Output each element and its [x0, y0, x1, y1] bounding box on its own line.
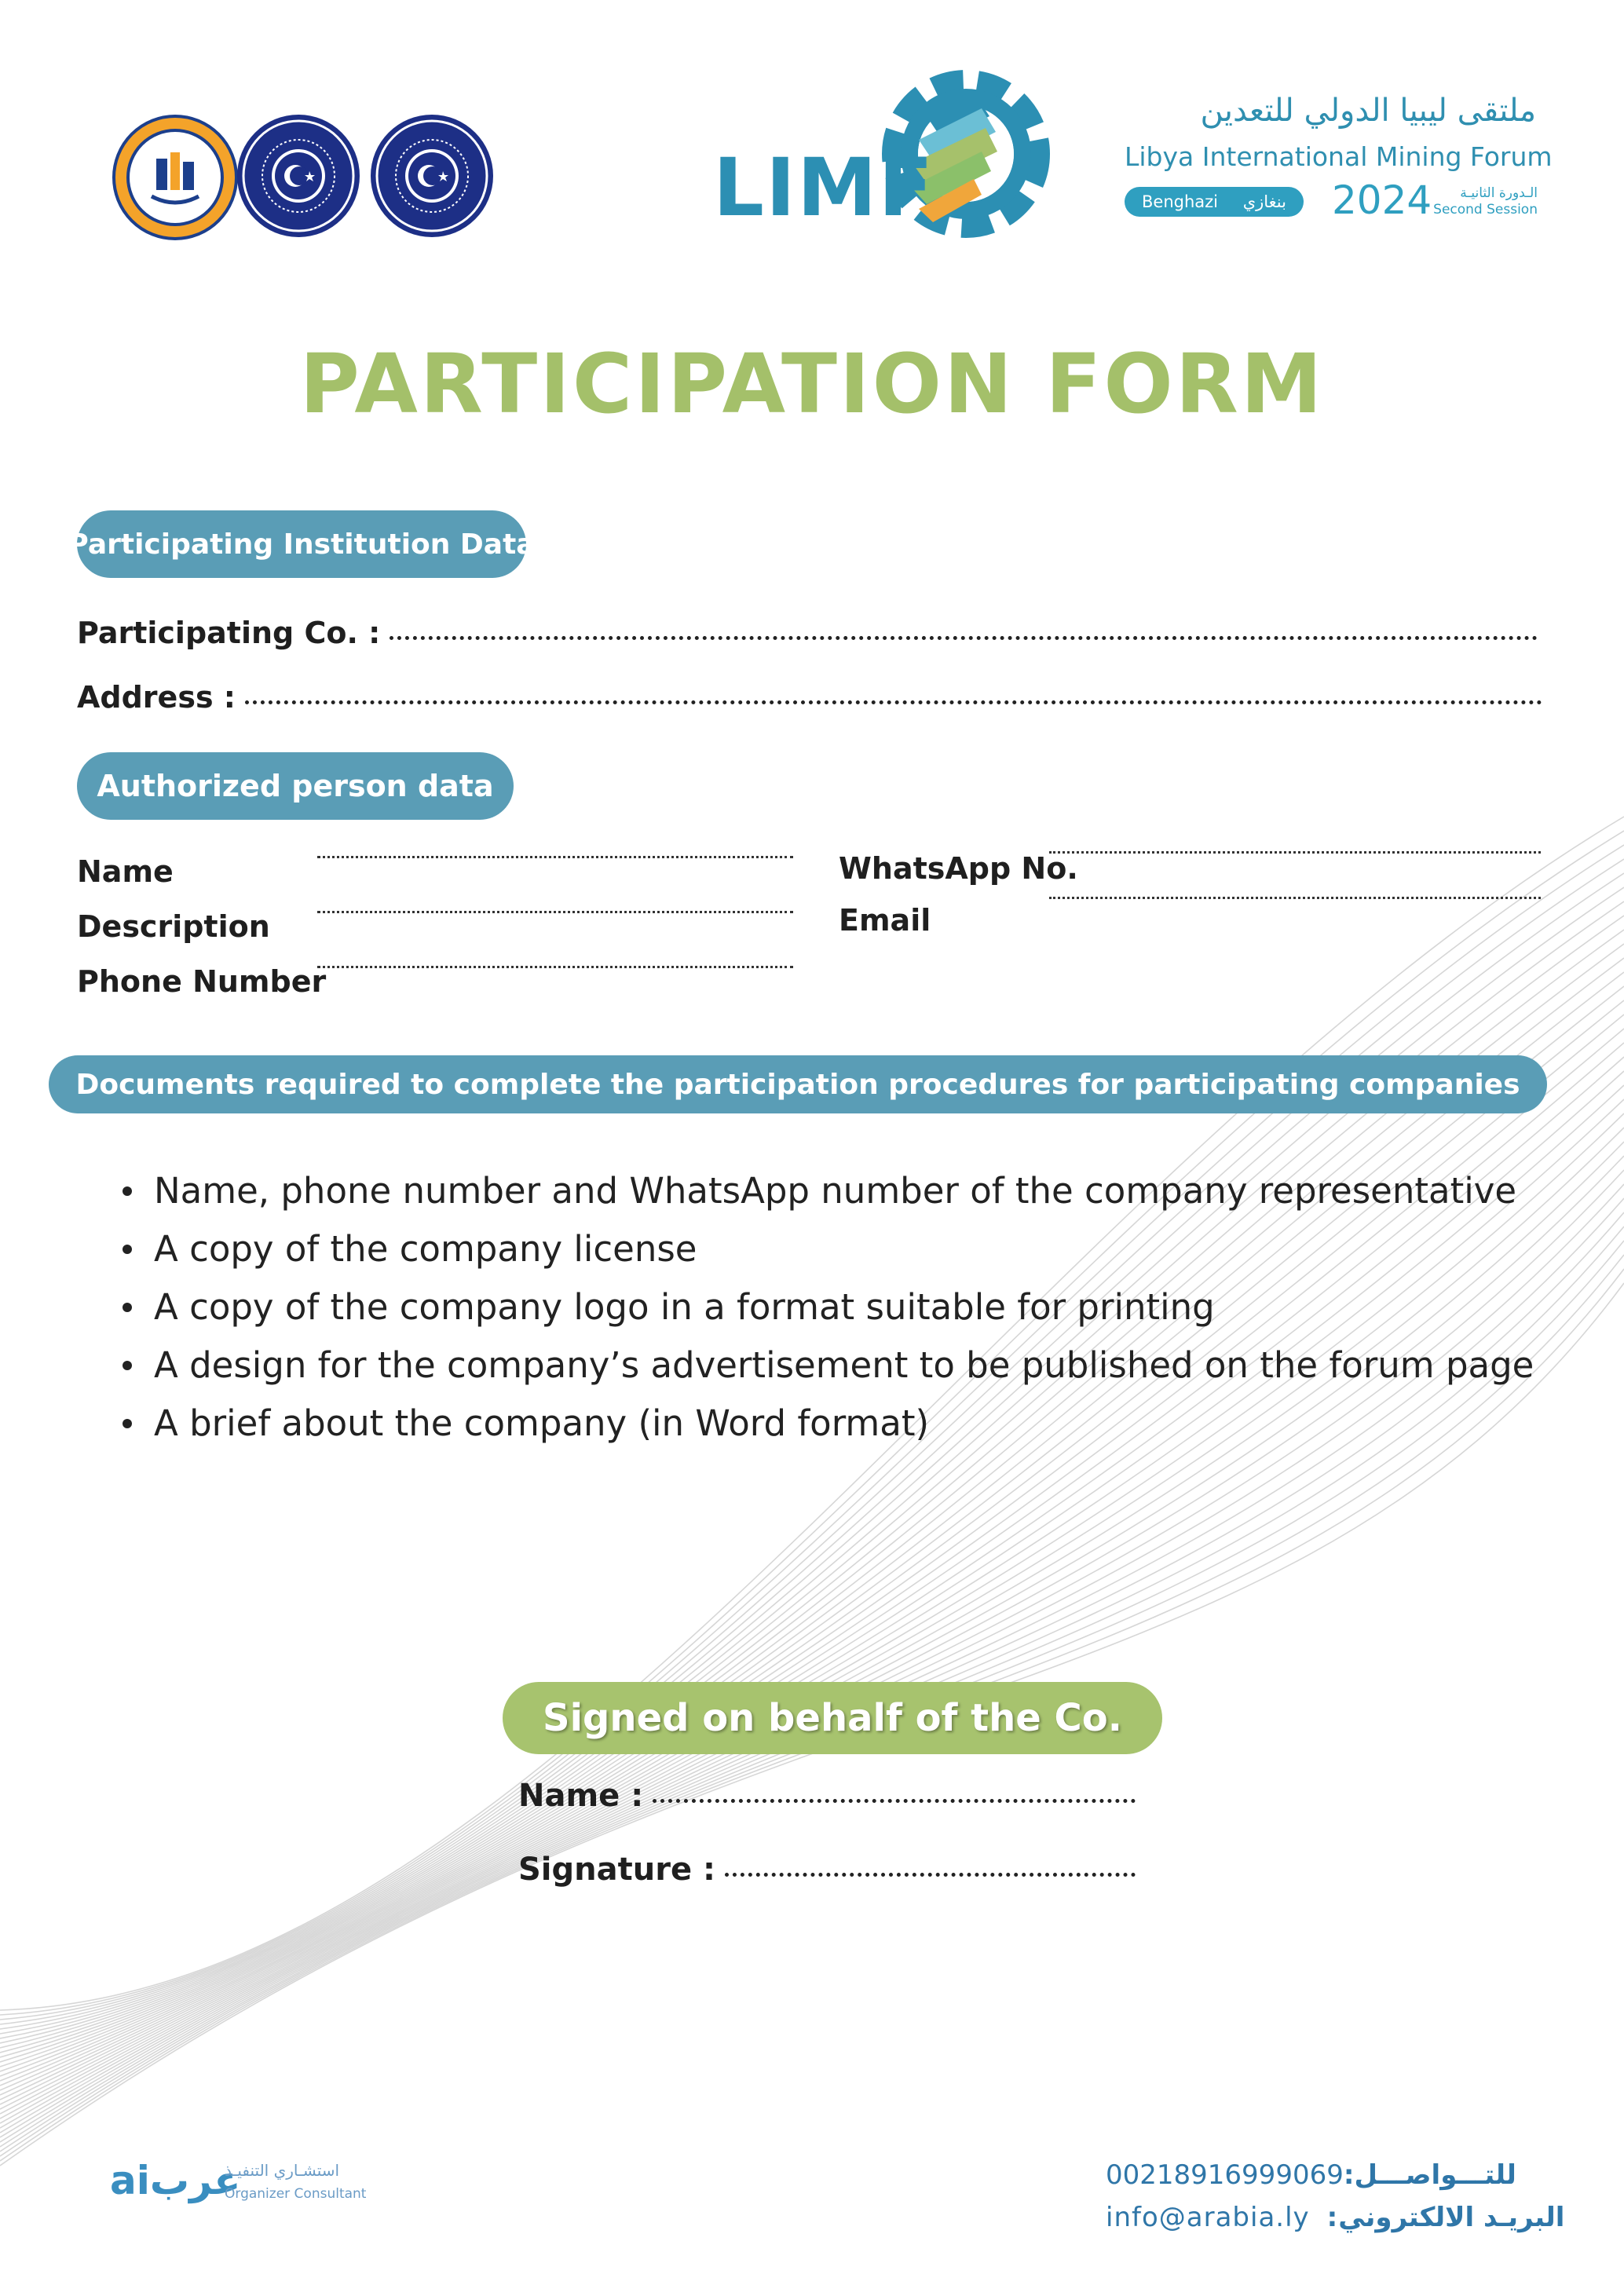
person-email-label: Email	[839, 903, 931, 938]
limf-session-en: Second Session	[1433, 202, 1538, 218]
ministry-seal	[237, 115, 360, 237]
organizer-english-label: Organizer Consultant	[225, 2186, 367, 2202]
contact-email[interactable]: info@arabia.ly	[1106, 2202, 1310, 2233]
signature-field[interactable]	[518, 1852, 1136, 1888]
signer-name-line	[653, 1799, 1136, 1803]
background-line	[0, 972, 1624, 2062]
participating-company-field[interactable]	[77, 616, 1538, 650]
bullet-icon	[123, 1361, 132, 1370]
limf-city-ar: بنغازي	[1242, 192, 1286, 211]
bullet-icon	[123, 1245, 132, 1254]
list-item: Name, phone number and WhatsApp number of the company representative	[123, 1162, 1583, 1220]
person-phone-label: Phone Number	[77, 964, 327, 999]
person-description-field[interactable]	[317, 914, 793, 938]
signer-name-label: Name :	[518, 1778, 644, 1814]
person-email-field[interactable]	[1049, 900, 1541, 923]
signature-line	[725, 1873, 1136, 1877]
person-phone-field[interactable]	[317, 969, 793, 993]
contact-phone-row	[1106, 2159, 1516, 2191]
limf-session-ar: الـدورة الثانيـة	[1460, 185, 1538, 201]
address-line	[245, 700, 1542, 704]
background-line	[0, 958, 1624, 2057]
person-name-label: Name	[77, 854, 174, 889]
signature-label: Signature :	[518, 1852, 715, 1888]
person-description-label: Description	[77, 909, 270, 944]
signer-name-field[interactable]	[518, 1778, 1136, 1814]
address-label: Address :	[77, 680, 236, 715]
documents-section-heading: Documents required to complete the participation procedures for participating companies	[49, 1055, 1547, 1113]
limf-session	[1420, 185, 1538, 218]
participating-company-label: Participating Co. :	[77, 616, 381, 650]
limf-wordmark: LIMF	[713, 141, 935, 235]
bullet-icon	[123, 1419, 132, 1428]
organizer-arabic-label: استشـاري التنفيـذ	[225, 2161, 340, 2180]
limf-city-en: Benghazi	[1142, 192, 1219, 211]
bullet-icon	[123, 1303, 132, 1312]
person-whatsapp-label: WhatsApp No.	[839, 851, 1078, 886]
participating-company-line	[390, 636, 1538, 640]
contact-email-row	[1106, 2202, 1564, 2233]
limf-arabic-title: ملتقى ليبيا الدولي للتعدين	[1200, 93, 1536, 129]
limf-english-title: Libya International Mining Forum	[1125, 141, 1553, 172]
list-item: A brief about the company (in Word format)	[123, 1395, 1583, 1453]
limf-city-pill	[1125, 187, 1304, 217]
address-field[interactable]	[77, 680, 1542, 715]
person-whatsapp-field[interactable]	[1049, 854, 1541, 878]
list-item: A design for the company’s advertisement to be published on the forum page	[123, 1336, 1583, 1395]
limf-year: 2024	[1332, 177, 1432, 223]
list-item: A copy of the company logo in a format suitable for printing	[123, 1278, 1583, 1336]
documents-list	[123, 1162, 1583, 1453]
person-name-field[interactable]	[317, 859, 793, 883]
organizer-seal	[112, 115, 238, 240]
government-seal	[371, 115, 493, 237]
list-item: A copy of the company license	[123, 1220, 1583, 1278]
organizer-logo: aiعرب	[110, 2158, 241, 2203]
contact-email-label: :البريـد الالكتروني	[1326, 2202, 1565, 2233]
institution-section-heading: Participating Institution Data	[77, 510, 526, 578]
person-section-heading: Authorized person data	[77, 752, 514, 820]
background-line	[0, 1000, 1624, 2071]
background-line	[0, 986, 1624, 2067]
contact-phone[interactable]: 00218916999069	[1106, 2159, 1344, 2191]
signature-section-heading: Signed on behalf of the Co.	[503, 1682, 1162, 1754]
bullet-icon	[123, 1186, 132, 1196]
page-title: PARTICIPATION FORM	[299, 336, 1325, 432]
contact-phone-label: :للتـــواصـــل	[1343, 2159, 1516, 2191]
